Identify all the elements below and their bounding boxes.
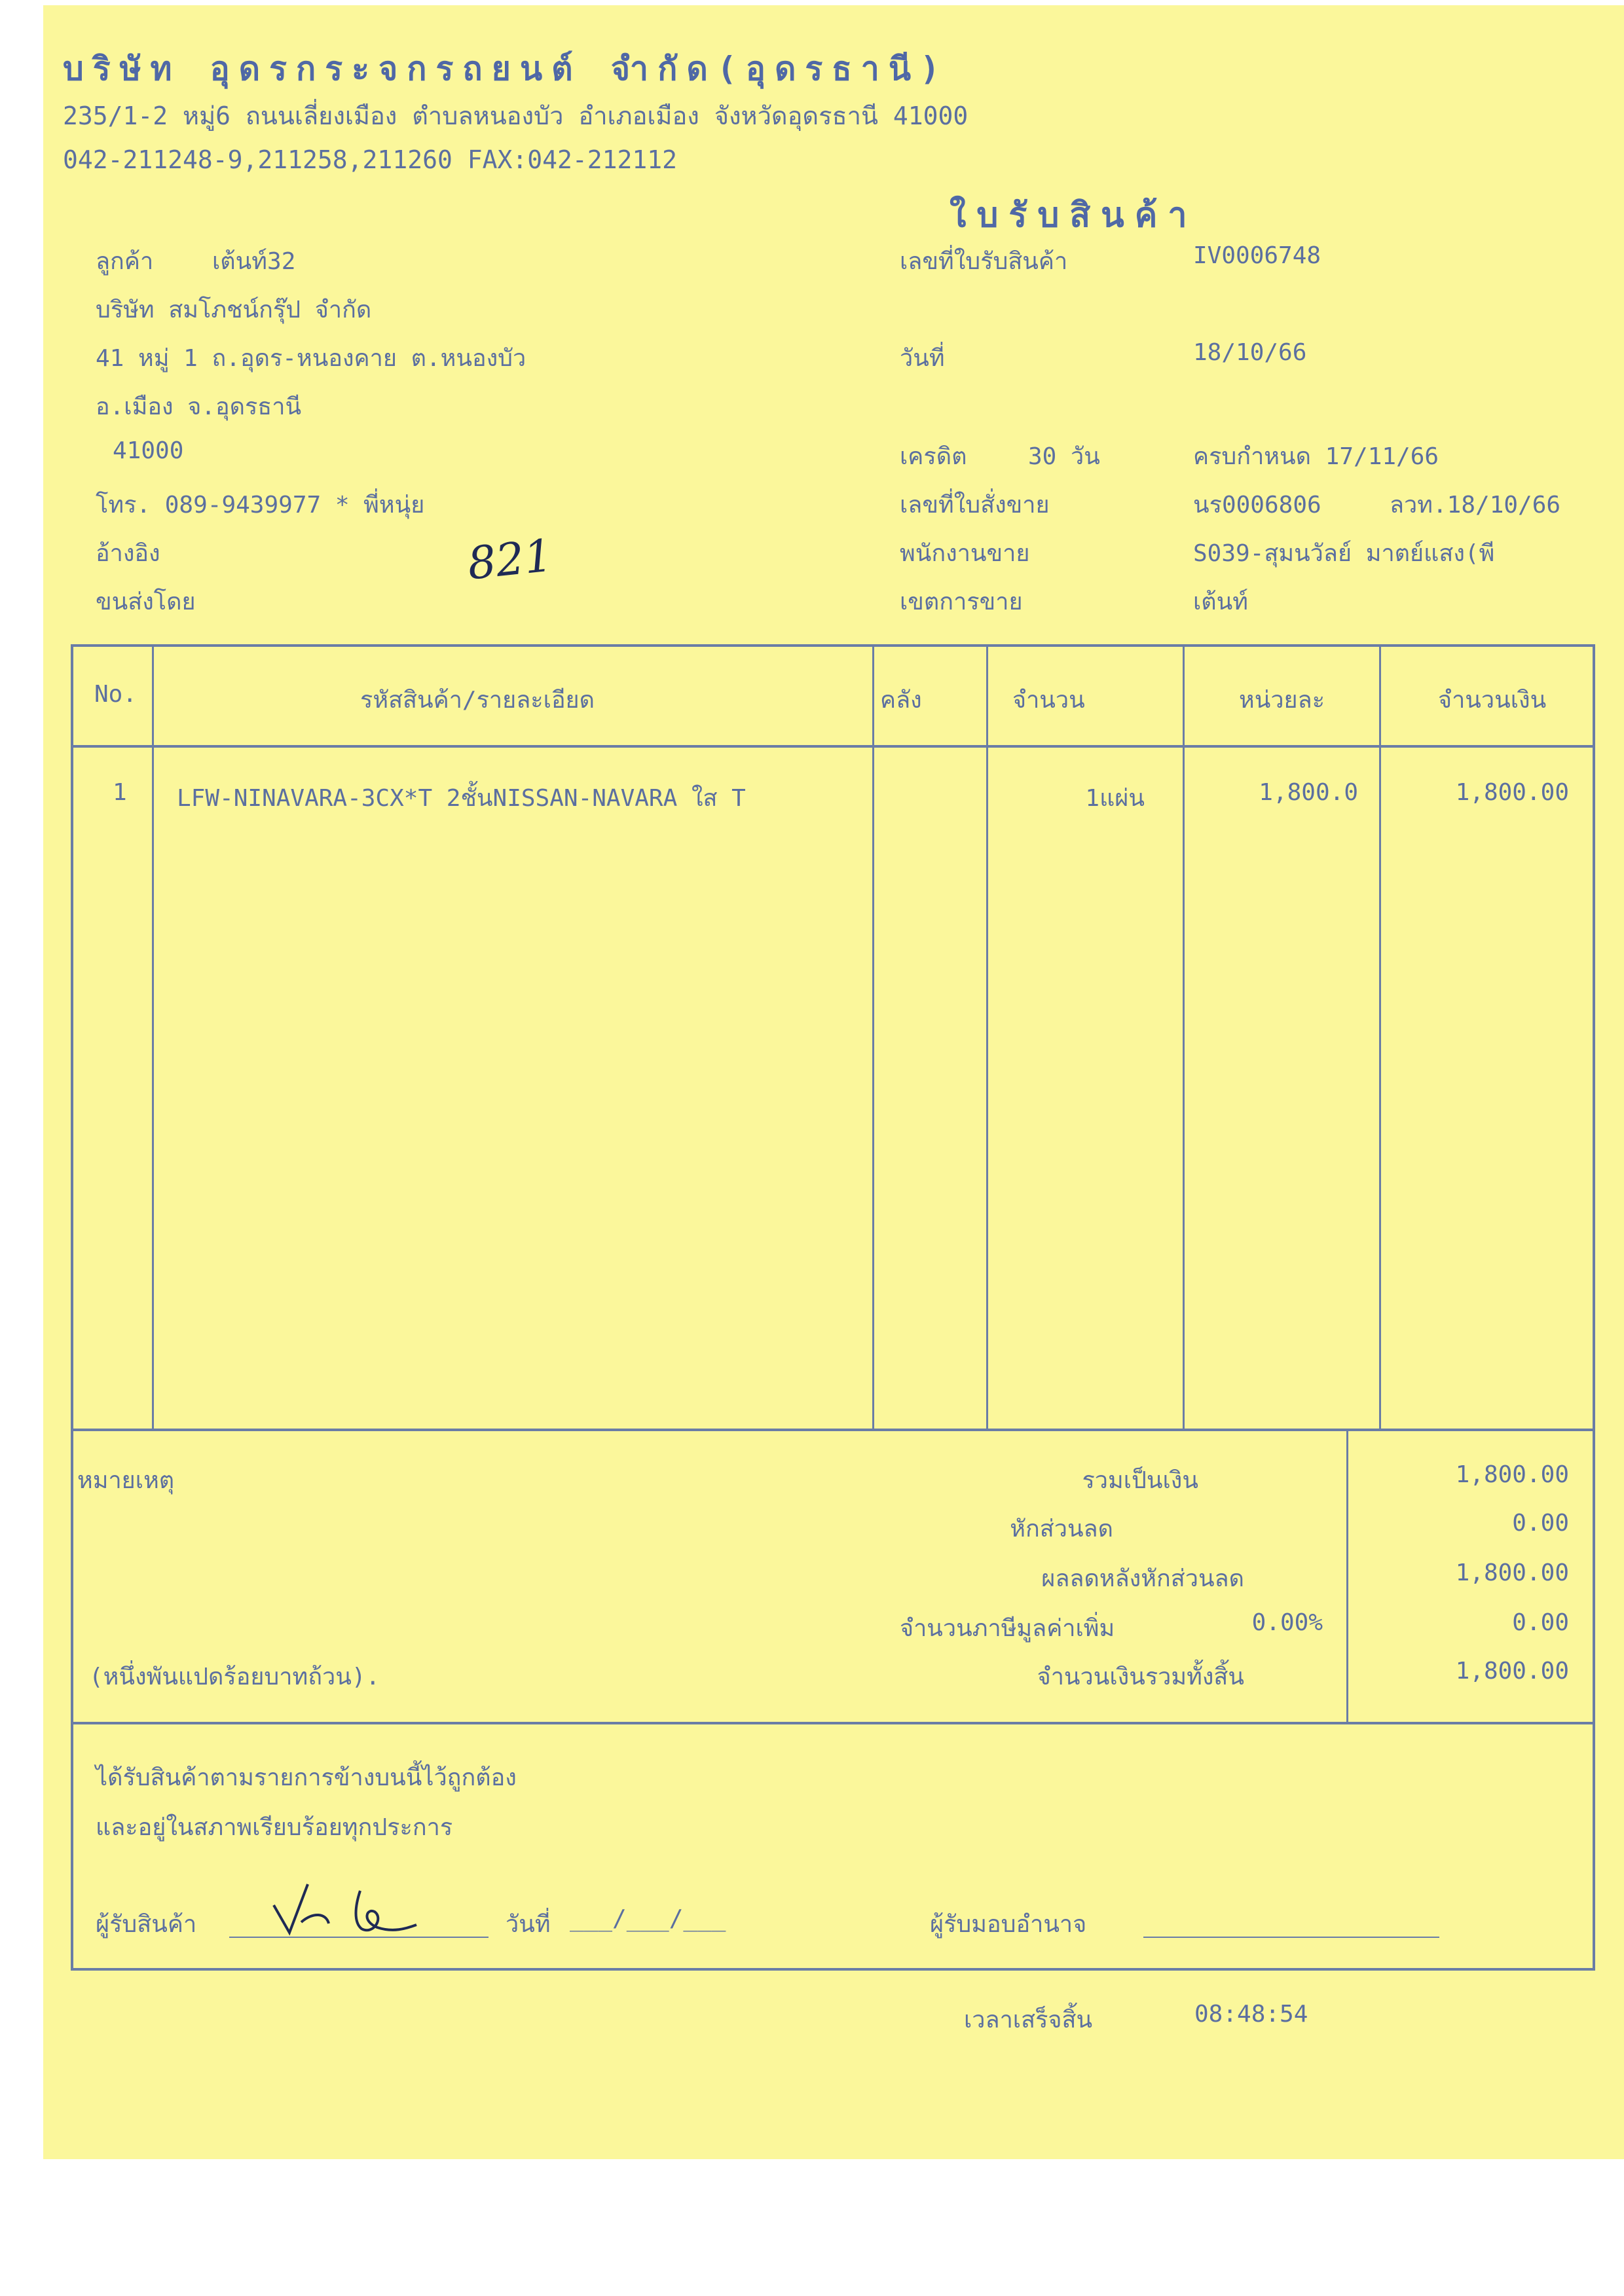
customer-label: ลูกค้า [96,248,154,275]
total-value: 1,800.00 [1455,1658,1569,1685]
summary-bottom-border [71,1722,1595,1724]
completed-time-label: เวลาเสร็จสิ้น [964,2007,1093,2033]
col-divider-item [872,644,874,1430]
customer-name: บริษัท สมโภชน์กรุ๊ป จำกัด [96,297,372,323]
customer-address-line1: 41 หมู่ 1 ถ.อุดร-หนองคาย ต.หนองบัว [96,345,526,372]
ack-date-blank: ___/___/___ [570,1905,726,1932]
discount-label: หักส่วนลด [1010,1516,1113,1542]
sales-area-label: เขตการขาย [900,589,1023,615]
vat-label: จำนวนภาษีมูลค่าเพิ่ม [900,1615,1115,1642]
row-qty: 1แผ่น [1085,785,1145,812]
authorized-label: ผู้รับมอบอำนาจ [930,1911,1087,1938]
table-header-bottom-border [71,745,1595,748]
customer-address-line2: อ.เมือง จ.อุดรธานี [96,393,302,420]
customer-phone: โทร. 089-9439977 * พี่หนุ่ย [96,492,425,519]
summary-divider [1346,1430,1348,1723]
handwritten-reference: 821 [465,530,555,591]
customer-code: เต้นท์32 [212,248,296,275]
table-top-border [71,644,1595,647]
document-title: ใบรับสินค้า [950,196,1198,235]
table-right-border [1593,644,1595,1971]
receipt-no: IV0006748 [1193,242,1321,269]
discount-value: 0.00 [1512,1510,1569,1537]
completed-time: 08:48:54 [1194,2001,1308,2028]
receiver-label: ผู้รับสินค้า [96,1911,197,1938]
after-discount-label: ผลลดหลังหักส่วนลด [1041,1565,1244,1592]
row-unit-price: 1,800.0 [1259,779,1358,806]
header-qty: จำนวน [1012,687,1085,714]
vat-value: 0.00 [1512,1609,1569,1636]
header-no: No. [94,681,138,708]
subtotal-label: รวมเป็นเงิน [1082,1467,1198,1494]
credit-days: 30 วัน [1028,443,1100,470]
remarks-label: หมายเหตุ [77,1467,175,1494]
after-discount-value: 1,800.00 [1455,1559,1569,1586]
row-amount: 1,800.00 [1455,779,1569,806]
company-name: บริษัท อุดรกระจกรถยนต์ จำกัด(อุดรธานี) [63,50,950,88]
order-date: ลวท.18/10/66 [1390,492,1561,519]
credit-label: เครดิต [900,443,967,470]
header-item: รหัสสินค้า/รายละเอียด [360,687,595,714]
sales-area: เต้นท์ [1193,589,1249,615]
company-phone: 042-211248-9,211258,211260 FAX:042-212112 [63,145,677,174]
receiver-signature [262,1872,432,1938]
salesperson: S039-สุมนวัลย์ มาตย์แสง(พี [1193,540,1495,567]
shipped-by-label: ขนส่งโดย [96,589,196,615]
ack-date-label: วันที่ [506,1911,551,1938]
header-unit-price: หน่วยละ [1239,687,1325,714]
header-amount: จำนวนเงิน [1438,687,1547,714]
col-divider-qty [1183,644,1185,1430]
table-left-border [71,644,73,1971]
amount-in-words: (หนึ่งพันแปดร้อยบาทถ้วน). [89,1664,380,1690]
due-date: ครบกำหนด 17/11/66 [1193,443,1439,470]
receipt-no-label: เลขที่ใบรับสินค้า [900,248,1068,275]
table-body-bottom-border [71,1429,1595,1431]
reference-label: อ้างอิง [96,540,160,567]
total-label: จำนวนเงินรวมทั้งสิ้น [1037,1664,1244,1690]
col-divider-warehouse [986,644,988,1430]
order-no: นร0006806 [1193,492,1321,519]
date-value: 18/10/66 [1193,339,1307,366]
ack-bottom-border [71,1968,1595,1971]
ack-line1: ได้รับสินค้าตามรายการข้างบนนี้ไว้ถูกต้อง [96,1764,517,1791]
salesperson-label: พนักงานขาย [900,540,1030,567]
company-address: 235/1-2 หมู่6 ถนนเลี่ยงเมือง ตำบลหนองบัว อำเภอเมือง จังหวัดอุดรธานี 41000 [63,101,969,130]
ack-line2: และอยู่ในสภาพเรียบร้อยทุกประการ [96,1814,453,1841]
row-no: 1 [113,779,127,806]
row-item: LFW-NINAVARA-3CX*T 2ชั้นNISSAN-NAVARA ใส T [177,785,746,812]
customer-postcode: 41000 [113,437,184,464]
order-no-label: เลขที่ใบสั่งขาย [900,492,1050,519]
date-label: วันที่ [900,345,945,372]
vat-rate: 0.00% [1251,1609,1323,1636]
col-divider-no [152,644,154,1430]
subtotal-value: 1,800.00 [1455,1461,1569,1488]
header-warehouse: คลัง [880,687,922,714]
authorized-signature-line [1143,1937,1439,1938]
col-divider-unit-price [1379,644,1381,1430]
